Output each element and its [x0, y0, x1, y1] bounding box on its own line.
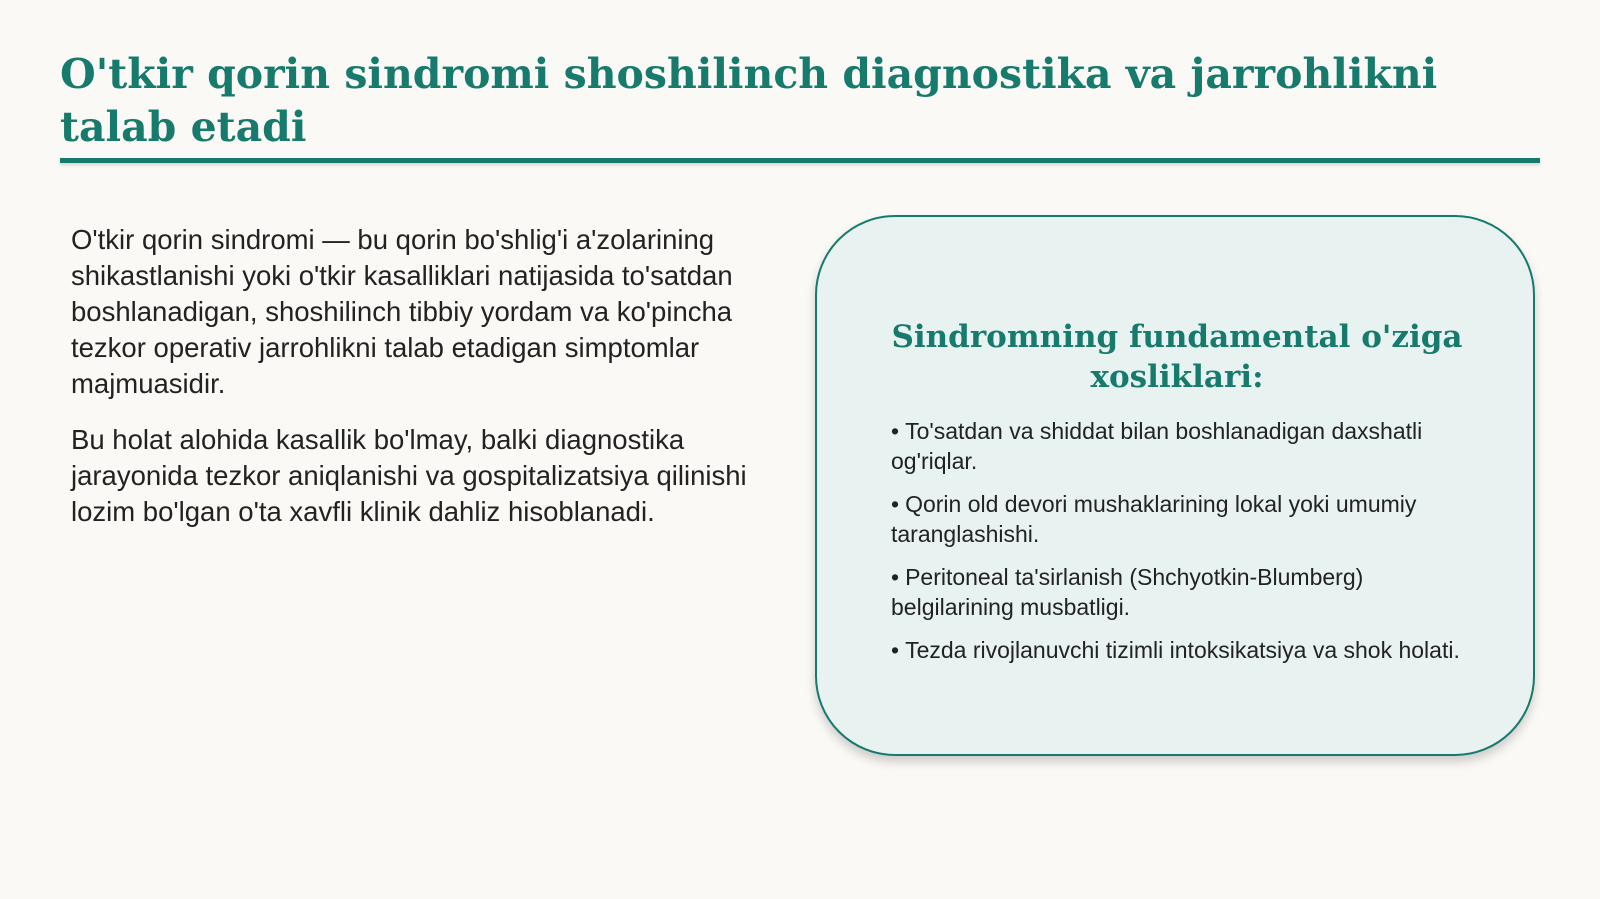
features-card-heading: Sindromning fundamental o'ziga xosliklari: [891, 319, 1463, 395]
definition-text-block [71, 222, 761, 550]
list-item-text: Peritoneal ta'sirlanish (Shchyotkin-Blumberg) belgilarining musbatligi. [891, 564, 1364, 620]
bullet-icon: • [891, 637, 900, 663]
features-card [815, 215, 1535, 756]
list-item-text: Tezda rivojlanuvchi tizimli intoksikatsiya va shok holati. [905, 637, 1460, 663]
features-list [891, 416, 1471, 678]
list-item [891, 489, 1471, 549]
title-underline [60, 158, 1540, 163]
list-item-text: To'satdan va shiddat bilan boshlanadigan daxshatli og'riqlar. [891, 418, 1423, 474]
definition-paragraph: O'tkir qorin sindromi — bu qorin bo'shlig'i a'zolarining shikastlanishi yoki o'tkir kasalliklari natijasida to'satdan boshlanadigan, shoshilinch tibbiy yordam va ko'pincha tezkor operativ jarrohlikni talab etadigan simptomlar majmuasidir. [71, 224, 733, 399]
bullet-icon: • [891, 491, 900, 517]
list-item [891, 635, 1471, 665]
list-item [891, 416, 1471, 476]
bullet-icon: • [891, 564, 900, 590]
context-paragraph: Bu holat alohida kasallik bo'lmay, balki diagnostika jarayonida tezkor aniqlanishi va gospitalizatsiya qilinishi lozim bo'lgan o'ta xavfli klinik dahliz hisoblanadi. [71, 424, 747, 527]
bullet-icon: • [891, 418, 900, 444]
slide-title: O'tkir qorin sindromi shoshilinch diagnostika va jarrohlikni talab etadi [60, 50, 1438, 151]
list-item [891, 562, 1471, 622]
list-item-text: Qorin old devori mushaklarining lokal yoki umumiy taranglashishi. [891, 491, 1417, 547]
